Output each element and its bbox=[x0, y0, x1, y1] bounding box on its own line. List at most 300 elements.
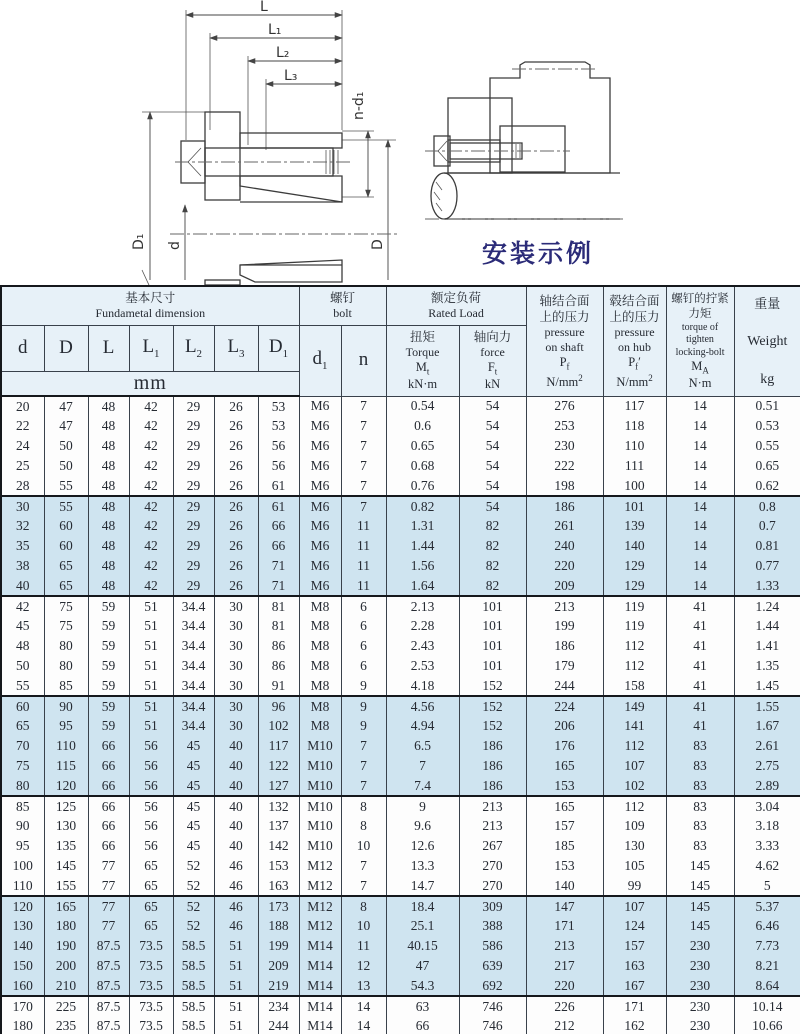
table-cell: 51 bbox=[129, 616, 173, 636]
table-cell: 56 bbox=[258, 456, 299, 476]
table-cell: 99 bbox=[603, 876, 666, 896]
table-cell: 1.55 bbox=[734, 696, 800, 716]
table-cell: 40 bbox=[214, 816, 258, 836]
table-cell: 14 bbox=[666, 576, 734, 596]
table-cell: M8 bbox=[299, 716, 341, 736]
table-cell: 46 bbox=[214, 876, 258, 896]
table-cell: 224 bbox=[526, 696, 603, 716]
table-cell: 140 bbox=[603, 536, 666, 556]
table-cell: 5.37 bbox=[734, 896, 800, 916]
table-cell: 240 bbox=[526, 536, 603, 556]
table-cell: 60 bbox=[44, 536, 88, 556]
table-cell: 1.35 bbox=[734, 656, 800, 676]
table-cell: 102 bbox=[258, 716, 299, 736]
table-cell: 157 bbox=[526, 816, 603, 836]
table-cell: 130 bbox=[603, 836, 666, 856]
table-cell: 235 bbox=[44, 1016, 88, 1034]
table-cell: 26 bbox=[214, 516, 258, 536]
table-cell: 73.5 bbox=[129, 936, 173, 956]
table-cell: 42 bbox=[1, 596, 44, 616]
table-cell: 32 bbox=[1, 516, 44, 536]
table-cell: M6 bbox=[299, 396, 341, 416]
spec-table-wrap bbox=[0, 285, 800, 1034]
table-cell: 190 bbox=[44, 936, 88, 956]
table-cell: 118 bbox=[603, 416, 666, 436]
table-cell: M14 bbox=[299, 936, 341, 956]
table-cell: 40 bbox=[214, 836, 258, 856]
table-cell: 230 bbox=[666, 976, 734, 996]
table-cell: 26 bbox=[214, 416, 258, 436]
table-cell: 7 bbox=[386, 756, 459, 776]
table-cell: 48 bbox=[88, 536, 129, 556]
table-cell: 110 bbox=[603, 436, 666, 456]
table-row bbox=[1, 516, 800, 536]
table-cell: M6 bbox=[299, 556, 341, 576]
table-row bbox=[1, 476, 800, 496]
table-cell: 56 bbox=[129, 756, 173, 776]
table-cell: 65 bbox=[129, 856, 173, 876]
header-weight: 重量 Weight kg bbox=[734, 286, 800, 396]
dim-label-L2: L₂ bbox=[276, 45, 290, 61]
table-cell: 163 bbox=[258, 876, 299, 896]
table-cell: 11 bbox=[341, 516, 386, 536]
drawing-area bbox=[0, 0, 800, 285]
table-cell: 100 bbox=[1, 856, 44, 876]
table-cell: 165 bbox=[526, 796, 603, 816]
table-cell: 73.5 bbox=[129, 956, 173, 976]
table-cell: M10 bbox=[299, 756, 341, 776]
table-cell: 7 bbox=[341, 396, 386, 416]
table-row bbox=[1, 576, 800, 596]
table-cell: 225 bbox=[44, 996, 88, 1016]
table-cell: 7 bbox=[341, 436, 386, 456]
table-cell: 83 bbox=[666, 756, 734, 776]
table-cell: 111 bbox=[603, 456, 666, 476]
table-cell: 48 bbox=[88, 456, 129, 476]
table-cell: 59 bbox=[88, 656, 129, 676]
installation-drawing bbox=[420, 40, 680, 275]
table-cell: 8.64 bbox=[734, 976, 800, 996]
dim-label-n-d1: n-d₁ bbox=[351, 91, 367, 120]
table-row bbox=[1, 416, 800, 436]
table-cell: 267 bbox=[459, 836, 526, 856]
table-cell: 6 bbox=[341, 616, 386, 636]
col-L1: $L_1$ bbox=[129, 325, 173, 371]
table-cell: 46 bbox=[214, 916, 258, 936]
table-cell: 22 bbox=[1, 416, 44, 436]
table-cell: M6 bbox=[299, 416, 341, 436]
table-cell: 40.15 bbox=[386, 936, 459, 956]
table-cell: 1.44 bbox=[386, 536, 459, 556]
table-row bbox=[1, 816, 800, 836]
table-cell: M8 bbox=[299, 656, 341, 676]
table-cell: M6 bbox=[299, 516, 341, 536]
table-cell: 54 bbox=[459, 456, 526, 476]
table-cell: 1.44 bbox=[734, 616, 800, 636]
table-cell: 29 bbox=[173, 456, 214, 476]
table-cell: 3.33 bbox=[734, 836, 800, 856]
table-cell: 198 bbox=[526, 476, 603, 496]
table-cell: 51 bbox=[129, 596, 173, 616]
table-cell: M8 bbox=[299, 636, 341, 656]
table-cell: 145 bbox=[666, 896, 734, 916]
table-cell: 65 bbox=[129, 876, 173, 896]
table-cell: 180 bbox=[1, 1016, 44, 1034]
table-cell: 26 bbox=[214, 476, 258, 496]
table-cell: 11 bbox=[341, 576, 386, 596]
table-cell: 14 bbox=[666, 456, 734, 476]
table-cell: 42 bbox=[129, 436, 173, 456]
table-row bbox=[1, 896, 800, 916]
table-cell: 77 bbox=[88, 856, 129, 876]
table-cell: 0.65 bbox=[734, 456, 800, 476]
table-cell: 55 bbox=[1, 676, 44, 696]
table-cell: 42 bbox=[129, 476, 173, 496]
table-cell: 30 bbox=[214, 696, 258, 716]
table-cell: 101 bbox=[603, 496, 666, 516]
table-cell: 42 bbox=[129, 456, 173, 476]
table-cell: 10.14 bbox=[734, 996, 800, 1016]
table-cell: 0.81 bbox=[734, 536, 800, 556]
table-cell: 66 bbox=[258, 516, 299, 536]
table-cell: 28 bbox=[1, 476, 44, 496]
table-cell: 54 bbox=[459, 396, 526, 416]
table-cell: 110 bbox=[1, 876, 44, 896]
table-cell: 30 bbox=[214, 596, 258, 616]
table-cell: 112 bbox=[603, 736, 666, 756]
table-cell: 47 bbox=[44, 416, 88, 436]
table-cell: 101 bbox=[459, 636, 526, 656]
table-cell: 5 bbox=[734, 876, 800, 896]
col-torque: 扭矩 Torque $M_t$ kN·m bbox=[386, 325, 459, 396]
table-cell: 82 bbox=[459, 576, 526, 596]
col-D: D bbox=[44, 325, 88, 371]
table-cell: 55 bbox=[44, 476, 88, 496]
table-row bbox=[1, 1016, 800, 1034]
table-row bbox=[1, 676, 800, 696]
table-cell: 165 bbox=[44, 896, 88, 916]
col-n: n bbox=[341, 325, 386, 396]
table-cell: 45 bbox=[1, 616, 44, 636]
table-cell: 51 bbox=[214, 936, 258, 956]
table-cell: 87.5 bbox=[88, 976, 129, 996]
table-row bbox=[1, 556, 800, 576]
table-row bbox=[1, 596, 800, 616]
dim-label-D: D bbox=[370, 239, 386, 250]
table-cell: 59 bbox=[88, 716, 129, 736]
table-cell: 9 bbox=[386, 796, 459, 816]
table-cell: 29 bbox=[173, 476, 214, 496]
table-cell: M8 bbox=[299, 676, 341, 696]
table-cell: 140 bbox=[1, 936, 44, 956]
table-cell: 29 bbox=[173, 396, 214, 416]
table-cell: 38 bbox=[1, 556, 44, 576]
table-cell: M6 bbox=[299, 456, 341, 476]
table-cell: 59 bbox=[88, 616, 129, 636]
table-cell: 7.73 bbox=[734, 936, 800, 956]
table-cell: M10 bbox=[299, 776, 341, 796]
table-cell: 30 bbox=[214, 616, 258, 636]
table-cell: 163 bbox=[603, 956, 666, 976]
table-cell: 80 bbox=[44, 656, 88, 676]
dim-label-L: L bbox=[260, 0, 268, 15]
table-cell: 73.5 bbox=[129, 976, 173, 996]
table-cell: 51 bbox=[129, 656, 173, 676]
locking-assembly-section bbox=[170, 112, 400, 285]
table-cell: 66 bbox=[258, 536, 299, 556]
table-cell: 213 bbox=[459, 796, 526, 816]
table-row bbox=[1, 856, 800, 876]
table-cell: 81 bbox=[258, 596, 299, 616]
table-cell: 65 bbox=[129, 896, 173, 916]
table-cell: 11 bbox=[341, 936, 386, 956]
table-cell: 42 bbox=[129, 396, 173, 416]
table-cell: 2.43 bbox=[386, 636, 459, 656]
table-cell: 45 bbox=[173, 776, 214, 796]
table-cell: 52 bbox=[173, 876, 214, 896]
table-cell: 26 bbox=[214, 496, 258, 516]
table-cell: 7 bbox=[341, 776, 386, 796]
table-cell: 4.62 bbox=[734, 856, 800, 876]
table-row bbox=[1, 496, 800, 516]
table-cell: 6 bbox=[341, 596, 386, 616]
table-cell: 66 bbox=[88, 836, 129, 856]
table-cell: 100 bbox=[603, 476, 666, 496]
table-cell: 165 bbox=[526, 756, 603, 776]
table-cell: 48 bbox=[88, 396, 129, 416]
table-cell: 34.4 bbox=[173, 696, 214, 716]
table-cell: 60 bbox=[1, 696, 44, 716]
table-cell: 45 bbox=[173, 836, 214, 856]
shaft-section bbox=[425, 173, 625, 219]
table-cell: 120 bbox=[44, 776, 88, 796]
table-row bbox=[1, 456, 800, 476]
table-cell: 42 bbox=[129, 576, 173, 596]
table-cell: 86 bbox=[258, 636, 299, 656]
table-cell: 213 bbox=[526, 596, 603, 616]
table-cell: 71 bbox=[258, 576, 299, 596]
table-cell: 3.04 bbox=[734, 796, 800, 816]
table-cell: 30 bbox=[214, 656, 258, 676]
table-cell: 45 bbox=[173, 736, 214, 756]
table-cell: 12.6 bbox=[386, 836, 459, 856]
table-cell: 112 bbox=[603, 636, 666, 656]
table-cell: 692 bbox=[459, 976, 526, 996]
table-cell: 167 bbox=[603, 976, 666, 996]
table-cell: 14 bbox=[666, 416, 734, 436]
table-cell: 26 bbox=[214, 536, 258, 556]
table-cell: 48 bbox=[88, 496, 129, 516]
table-cell: 7 bbox=[341, 456, 386, 476]
table-cell: 50 bbox=[1, 656, 44, 676]
table-cell: 87.5 bbox=[88, 936, 129, 956]
table-cell: 153 bbox=[526, 776, 603, 796]
table-cell: 42 bbox=[129, 536, 173, 556]
table-cell: 155 bbox=[44, 876, 88, 896]
table-row bbox=[1, 876, 800, 896]
table-cell: 145 bbox=[666, 876, 734, 896]
table-cell: 217 bbox=[526, 956, 603, 976]
table-cell: 244 bbox=[258, 1016, 299, 1034]
table-cell: 60 bbox=[44, 516, 88, 536]
table-cell: 13 bbox=[341, 976, 386, 996]
table-cell: 14 bbox=[666, 396, 734, 416]
table-cell: 77 bbox=[88, 916, 129, 936]
table-cell: 41 bbox=[666, 656, 734, 676]
table-cell: 34.4 bbox=[173, 676, 214, 696]
table-cell: 34.4 bbox=[173, 716, 214, 736]
table-cell: 82 bbox=[459, 516, 526, 536]
table-cell: 3.18 bbox=[734, 816, 800, 836]
table-cell: 0.82 bbox=[386, 496, 459, 516]
table-cell: 42 bbox=[129, 416, 173, 436]
table-cell: 124 bbox=[603, 916, 666, 936]
table-cell: 34.4 bbox=[173, 636, 214, 656]
table-cell: 186 bbox=[459, 756, 526, 776]
table-cell: 40 bbox=[214, 796, 258, 816]
table-cell: 66 bbox=[88, 776, 129, 796]
table-cell: 66 bbox=[88, 736, 129, 756]
table-cell: 14 bbox=[666, 556, 734, 576]
table-row bbox=[1, 716, 800, 736]
table-cell: 388 bbox=[459, 916, 526, 936]
table-cell: 0.51 bbox=[734, 396, 800, 416]
table-cell: 746 bbox=[459, 996, 526, 1016]
table-row bbox=[1, 996, 800, 1016]
table-cell: 48 bbox=[1, 636, 44, 656]
hub-section bbox=[490, 62, 610, 173]
table-cell: 45 bbox=[173, 816, 214, 836]
table-cell: 152 bbox=[459, 676, 526, 696]
header-bolt: 螺钉 bolt bbox=[299, 286, 386, 325]
table-cell: 14 bbox=[666, 496, 734, 516]
table-cell: 34.4 bbox=[173, 616, 214, 636]
table-cell: 41 bbox=[666, 596, 734, 616]
table-cell: 59 bbox=[88, 596, 129, 616]
table-cell: 186 bbox=[459, 736, 526, 756]
table-cell: 1.24 bbox=[734, 596, 800, 616]
table-cell: 2.89 bbox=[734, 776, 800, 796]
table-cell: 309 bbox=[459, 896, 526, 916]
table-cell: 34.4 bbox=[173, 656, 214, 676]
col-d1: $d_1$ bbox=[299, 325, 341, 396]
table-cell: M12 bbox=[299, 916, 341, 936]
installation-caption: 安装示例 bbox=[482, 239, 595, 268]
table-cell: 24 bbox=[1, 436, 44, 456]
table-cell: 54 bbox=[459, 496, 526, 516]
table-cell: 112 bbox=[603, 796, 666, 816]
table-cell: 270 bbox=[459, 856, 526, 876]
table-row bbox=[1, 396, 800, 416]
table-cell: 83 bbox=[666, 816, 734, 836]
table-cell: 82 bbox=[459, 536, 526, 556]
table-row bbox=[1, 756, 800, 776]
table-cell: 29 bbox=[173, 416, 214, 436]
dimension-drawing bbox=[80, 0, 410, 285]
table-cell: 4.94 bbox=[386, 716, 459, 736]
table-cell: 40 bbox=[214, 736, 258, 756]
table-cell: 56 bbox=[129, 736, 173, 756]
table-cell: 9 bbox=[341, 716, 386, 736]
header-pressure-on-hub: 毂结合面 上的压力 pressure on hub $P_f'$ $N/mm^2$ bbox=[603, 286, 666, 396]
table-cell: M8 bbox=[299, 696, 341, 716]
table-cell: 51 bbox=[214, 996, 258, 1016]
table-row bbox=[1, 936, 800, 956]
table-cell: 127 bbox=[258, 776, 299, 796]
table-cell: 51 bbox=[214, 1016, 258, 1034]
table-cell: 45 bbox=[173, 796, 214, 816]
table-cell: 157 bbox=[603, 936, 666, 956]
table-cell: 56 bbox=[129, 836, 173, 856]
table-cell: 1.33 bbox=[734, 576, 800, 596]
table-cell: 85 bbox=[1, 796, 44, 816]
table-row bbox=[1, 836, 800, 856]
table-cell: 199 bbox=[526, 616, 603, 636]
table-cell: 1.31 bbox=[386, 516, 459, 536]
table-cell: 162 bbox=[603, 1016, 666, 1034]
table-cell: 1.67 bbox=[734, 716, 800, 736]
table-cell: 244 bbox=[526, 676, 603, 696]
table-cell: 2.13 bbox=[386, 596, 459, 616]
table-cell: 56 bbox=[258, 436, 299, 456]
table-cell: 83 bbox=[666, 776, 734, 796]
table-cell: 7 bbox=[341, 876, 386, 896]
table-cell: 65 bbox=[44, 576, 88, 596]
table-cell: 34.4 bbox=[173, 596, 214, 616]
table-cell: 52 bbox=[173, 896, 214, 916]
table-cell: 86 bbox=[258, 656, 299, 676]
table-cell: 746 bbox=[459, 1016, 526, 1034]
table-cell: 29 bbox=[173, 536, 214, 556]
table-cell: 0.54 bbox=[386, 396, 459, 416]
table-cell: 171 bbox=[603, 996, 666, 1016]
table-cell: 188 bbox=[258, 916, 299, 936]
table-row bbox=[1, 436, 800, 456]
table-cell: M6 bbox=[299, 576, 341, 596]
table-cell: 53 bbox=[258, 416, 299, 436]
table-cell: 65 bbox=[129, 916, 173, 936]
table-row bbox=[1, 796, 800, 816]
header-pressure-on-shaft: 轴结合面 上的压力 pressure on shaft $P_f$ $N/mm^2$ bbox=[526, 286, 603, 396]
table-cell: 230 bbox=[666, 956, 734, 976]
table-cell: 9 bbox=[341, 676, 386, 696]
table-cell: M14 bbox=[299, 996, 341, 1016]
table-cell: 270 bbox=[459, 876, 526, 896]
table-cell: 81 bbox=[258, 616, 299, 636]
locking-element-section bbox=[425, 98, 570, 173]
table-cell: 14 bbox=[341, 1016, 386, 1034]
table-cell: 101 bbox=[459, 656, 526, 676]
table-cell: 48 bbox=[88, 436, 129, 456]
table-cell: 42 bbox=[129, 516, 173, 536]
table-cell: 11 bbox=[341, 556, 386, 576]
table-cell: 120 bbox=[1, 896, 44, 916]
table-cell: 4.56 bbox=[386, 696, 459, 716]
table-row bbox=[1, 776, 800, 796]
table-cell: 209 bbox=[526, 576, 603, 596]
table-cell: 9.6 bbox=[386, 816, 459, 836]
table-cell: 10 bbox=[341, 836, 386, 856]
table-cell: 25 bbox=[1, 456, 44, 476]
table-cell: 26 bbox=[214, 556, 258, 576]
table-cell: 586 bbox=[459, 936, 526, 956]
table-cell: 220 bbox=[526, 976, 603, 996]
table-cell: 0.53 bbox=[734, 416, 800, 436]
col-L: L bbox=[88, 325, 129, 371]
table-cell: 230 bbox=[666, 936, 734, 956]
table-cell: 85 bbox=[44, 676, 88, 696]
table-cell: 14 bbox=[341, 996, 386, 1016]
